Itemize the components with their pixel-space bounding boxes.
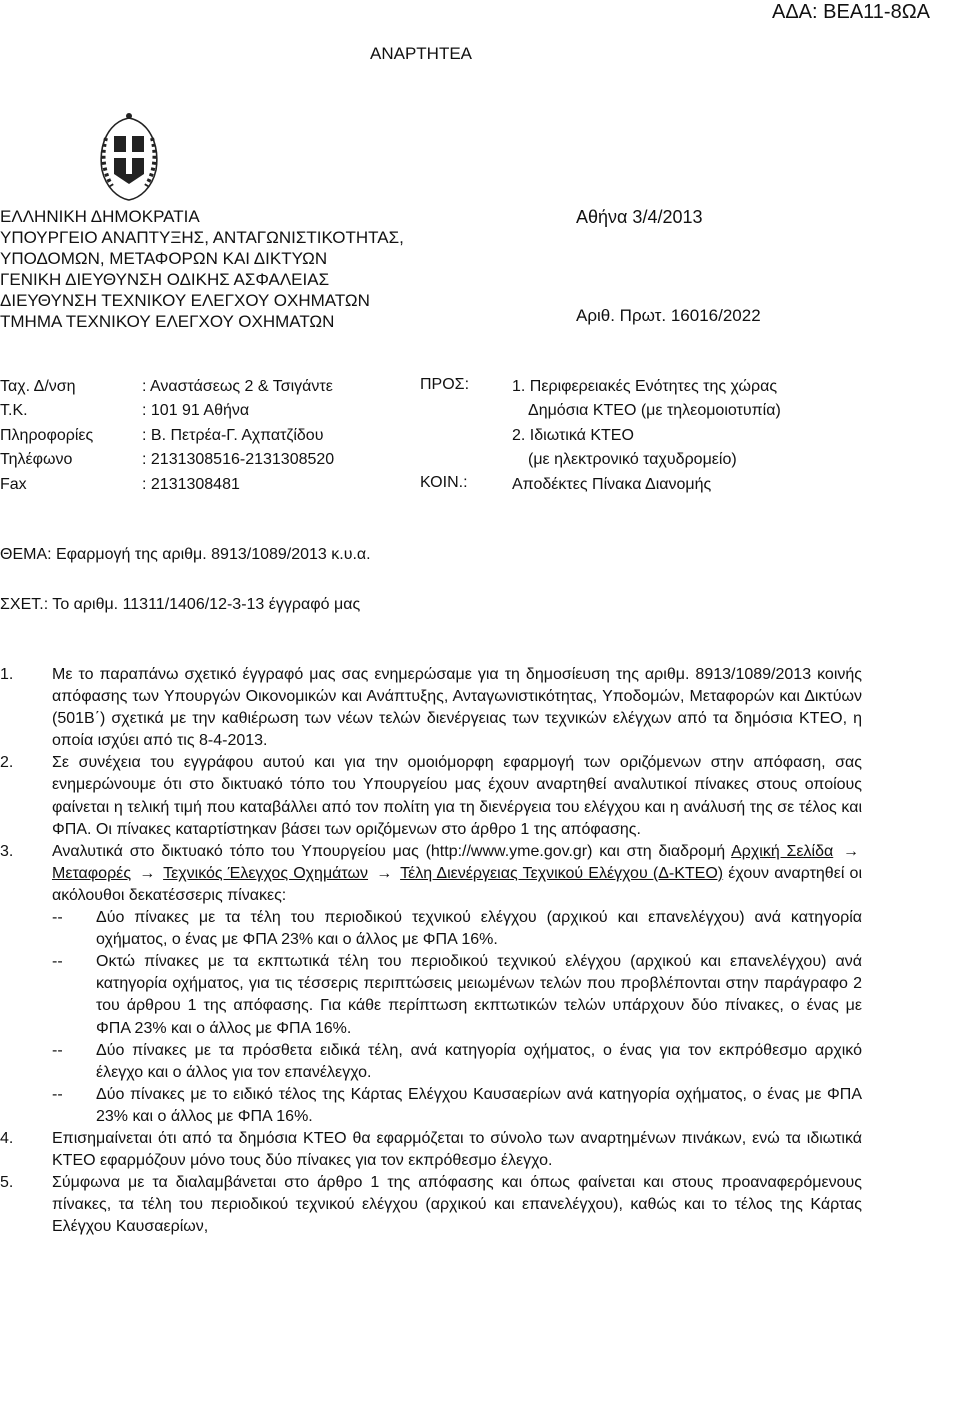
path-technical-inspection: Τεχνικός Έλεγχος Οχημάτων [163, 864, 369, 882]
sub-item-4 [0, 1084, 862, 1128]
posting-label: ΑΝΑΡΤΗΤΕΑ [370, 44, 473, 63]
issuer-line-1: ΕΛΛΗΝΙΚΗ ΔΗΜΟΚΡΑΤΙΑ [0, 207, 200, 226]
issuer-line-5: ΔΙΕΥΘΥΝΣΗ ΤΕΧΝΙΚΟΥ ΕΛΕΓΧΟΥ ΟΧΗΜΑΤΩΝ [0, 291, 370, 310]
letter-body [0, 664, 862, 1238]
contact-value-phone: : 2131308516-2131308520 [142, 451, 335, 468]
issuer-block [0, 206, 404, 332]
dash-marker: -- [52, 953, 63, 971]
document-date: Αθήνα 3/4/2013 [576, 207, 703, 227]
sub-item-text: Δύο πίνακες με τα πρόσθετα ειδικά τέλη, ανά κατηγορία οχήματος, ο ένας για τον εκπρόθεσμο αρχικό έλεγχο και ο άλλος για τον επανέλεγχο. [96, 1041, 862, 1081]
subject-label: ΘΕΜΑ: [0, 546, 52, 563]
reference-text: Το αριθμ. 11311/1406/12-3-13 έγγραφό μας [48, 596, 361, 613]
subject-text: Εφαρμογή της αριθμ. 8913/1089/2013 κ.υ.α. [51, 546, 371, 563]
contact-label-phone: Τηλέφωνο [0, 451, 73, 468]
cc-label: ΚΟΙΝ.: [420, 474, 468, 491]
dash-marker: -- [52, 909, 63, 927]
paragraph-text-end: έχουν αναρτηθεί οι ακόλουθοι δεκατέσσερις πίνακες: [52, 864, 863, 904]
arrow-right-icon: → [843, 842, 860, 860]
paragraph-1 [0, 664, 862, 752]
to-label: ΠΡΟΣ: [420, 376, 470, 393]
ada-code: ΑΔΑ: ΒΕΑ11-8ΩΑ [771, 1, 930, 23]
greek-emblem-icon [84, 108, 174, 204]
sub-item-3 [0, 1040, 862, 1084]
reference-line [0, 596, 360, 614]
paragraph-number: 4. [0, 1129, 14, 1147]
recipient-line-3: 2. Ιδιωτικά ΚΤΕΟ [512, 427, 634, 444]
contact-label-fax: Fax [0, 476, 27, 493]
recipient-line-2: Δημόσια ΚΤΕΟ (με τηλεομοιοτυπία) [528, 402, 781, 419]
reference-label: ΣΧΕΤ.: [0, 596, 49, 613]
paragraph-text: Αναλυτικά στο δικτυακό τόπο του Υπουργείου μας (http://www.yme.gov.gr) και στη διαδρομή [52, 842, 732, 860]
contact-label-postcode: Τ.Κ. [0, 402, 28, 419]
issuer-line-2: ΥΠΟΥΡΓΕΙΟ ΑΝΑΠΤΥΞΗΣ, ΑΝΤΑΓΩΝΙΣΤΙΚΟΤΗΤΑΣ, [0, 228, 404, 247]
paragraph-5 [0, 1172, 862, 1238]
arrow-right-icon: → [376, 864, 393, 882]
sub-item-2 [0, 951, 862, 1039]
path-inspection-fees: Τέλη Διενέργειας Τεχνικού Ελέγχου (Δ-ΚΤΕΟ) [400, 864, 724, 882]
path-transport: Μεταφορές [52, 864, 132, 882]
paragraph-text: Σε συνέχεια του εγγράφου αυτού και για την ομοιόμορφη εφαρμογή των οριζόμενων στην απόφαση, σας ενημερώνουμε ότι στο δικτυακό τόπο του Υπουργείου μας έχουν αναρτηθεί αναλυτικοί πίνακες στους οποίους φαίνεται η τελική τιμή που καταβάλλει από τον πολίτη για τη διενέργεια του ελέγχου και η ανάλυσή της σε τέλος και ΦΠΑ. Οι πίνακες καταρτίστηκαν βάσει των οριζόμενων στο άρθρο 1 της απόφασης. [52, 754, 862, 838]
paragraph-text: Σύμφωνα με τα διαλαμβάνεται στο άρθρο 1 της απόφασης και όπως φαίνεται και στους προαναφερόμενους πίνακες, τα τέλη του περιοδικού τεχνικού ελέγχου (αρχικού και επανελέγχου), καθώς και το τέλος της Κάρτας Ελέγχου Καυσαερίων, [52, 1174, 862, 1236]
issuer-line-6: ΤΜΗΜΑ ΤΕΧΝΙΚΟΥ ΕΛΕΓΧΟΥ ΟΧΗΜΑΤΩΝ [0, 312, 335, 331]
sub-item-text: Δύο πίνακες με το ειδικό τέλος της Κάρτας Ελέγχου Καυσαερίων ανά κατηγορία οχήματος, ο ένας με ΦΠΑ 23% και ο άλλος με ΦΠΑ 16%. [96, 1085, 862, 1125]
sub-item-text: Δύο πίνακες με τα τέλη του περιοδικού τεχνικού ελέγχου (αρχικού και επανελέγχου) ανά κατηγορία οχήματος, ο ένας με ΦΠΑ 23% και ο άλλος με ΦΠΑ 16%. [96, 909, 862, 949]
contact-label-info: Πληροφορίες [0, 427, 94, 444]
contact-value-address: : Αναστάσεως 2 & Τσιγάντε [142, 378, 333, 395]
recipient-line-1: 1. Περιφερειακές Ενότητες της χώρας [512, 378, 778, 395]
paragraph-text: Με το παραπάνω σχετικό έγγραφό μας σας ενημερώσαμε για τη δημοσίευση της αριθμ. 8913/1089/2013 κοινής απόφασης των Υπουργών Οικονομικών και Ανάπτυξης, Ανταγωνιστικότητας, Υποδομών, Μεταφορών και Δικτύων (501Β΄) σχετικά με την καθιέρωση των νέων τελών διενέργειας των τεχνικών ελέγχων από τα δημόσια ΚΤΕΟ, η οποία ισχύει από τις 8-4-2013. [52, 666, 862, 750]
issuer-line-3: ΥΠΟΔΟΜΩΝ, ΜΕΤΑΦΟΡΩΝ ΚΑΙ ΔΙΚΤΥΩΝ [0, 249, 328, 268]
paragraph-4 [0, 1128, 862, 1172]
contact-value-fax: : 2131308481 [142, 476, 240, 493]
paragraph-number: 5. [0, 1174, 14, 1192]
path-home-page: Αρχική Σελίδα [731, 842, 834, 860]
subject-line [0, 546, 371, 564]
contact-label-address: Ταχ. Δ/νση [0, 378, 76, 395]
dash-marker: -- [52, 1085, 63, 1103]
arrow-right-icon: → [139, 864, 156, 882]
cc-recipients: Αποδέκτες Πίνακα Διανομής [512, 476, 712, 493]
paragraph-number: 1. [0, 666, 14, 683]
paragraph-2 [0, 752, 862, 840]
paragraph-number: 3. [0, 842, 14, 860]
paragraph-3 [0, 841, 862, 907]
sub-item-1 [0, 907, 862, 951]
issuer-line-4: ΓΕΝΙΚΗ ΔΙΕΥΘΥΝΣΗ ΟΔΙΚΗΣ ΑΣΦΑΛΕΙΑΣ [0, 270, 330, 289]
protocol-number: Αριθ. Πρωτ. 16016/2022 [576, 306, 761, 325]
contact-value-info: : Β. Πετρέα-Γ. Αχπατζίδου [142, 427, 324, 444]
paragraph-text: Επισημαίνεται ότι από τα δημόσια ΚΤΕΟ θα εφαρμόζεται το σύνολο των αναρτημένων πινάκων, ενώ τα ιδιωτικά ΚΤΕΟ εφαρμόζουν μόνο τους δύο πίνακες για τον εκπρόθεσμο έλεγχο. [52, 1129, 862, 1170]
recipient-line-4: (με ηλεκτρονικό ταχυδρομείο) [528, 451, 737, 468]
dash-marker: -- [52, 1041, 63, 1059]
sub-item-text: Οκτώ πίνακες με τα εκπτωτικά τέλη του περιοδικού τεχνικού ελέγχου (αρχικού και επανελέγχου) ανά κατηγορία οχήματος, για τις τέσσερις περιπτώσεις μειωμένων τελών που προβλέπονται στην παράγραφο 2 του άρθρου 1 της απόφασης. Για κάθε περίπτωση εκπτωτικών τελών υπάρχουν δύο πίνακες, ο ένας με ΦΠΑ 23% και ο άλλος με ΦΠΑ 16%. [96, 953, 862, 1037]
contact-value-postcode: : 101 91 Αθήνα [142, 402, 250, 419]
paragraph-number: 2. [0, 754, 14, 772]
